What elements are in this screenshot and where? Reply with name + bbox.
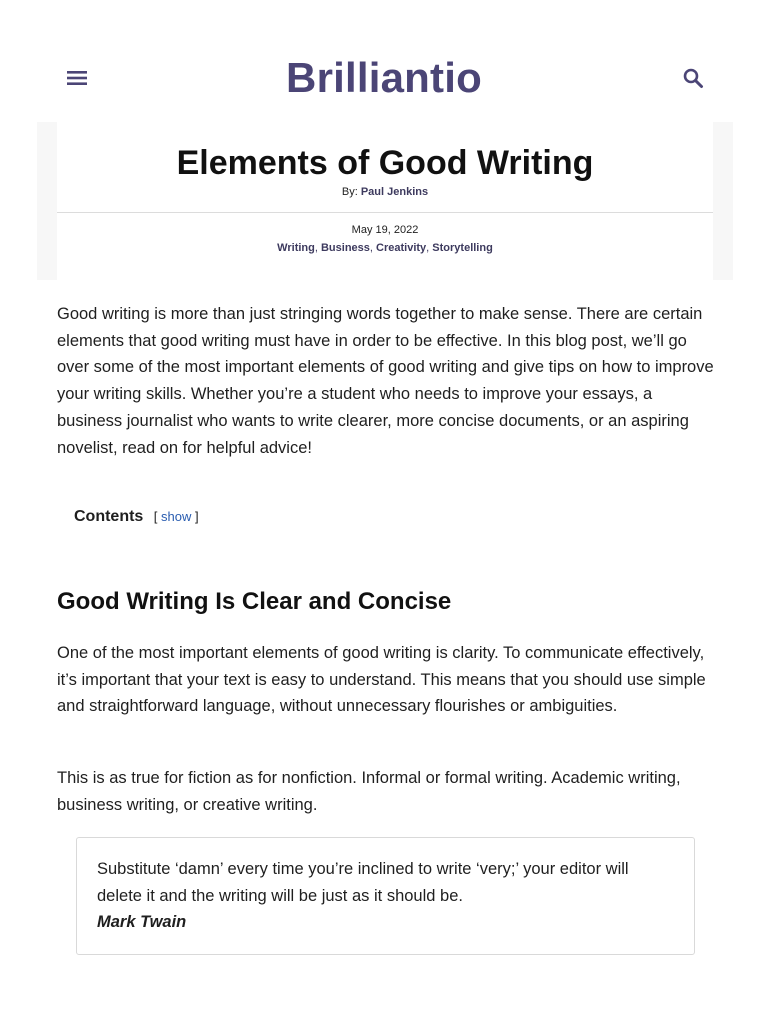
- category-list: Writing, Business, Creativity, Storytelling: [277, 242, 493, 254]
- table-of-contents: [74, 506, 199, 528]
- author-link[interactable]: Paul Jenkins: [360, 186, 429, 198]
- toc-show-link[interactable]: show: [161, 509, 192, 524]
- section-paragraph-1: One of the most important elements of good writing is clarity. To communicate effectively, it’s important that your text is easy to understand. This means that you should use simple and straightforward language, without unnecessary flourishes or ambiguities.: [57, 644, 706, 716]
- site-header: [0, 0, 768, 122]
- byline-label: By:: [341, 186, 358, 198]
- toc-title: Contents: [74, 508, 144, 525]
- section-heading: Good Writing Is Clear and Concise: [57, 588, 452, 615]
- quote-box: [76, 837, 695, 955]
- article-header: [37, 122, 733, 280]
- category-link-writing[interactable]: Writing: [277, 242, 315, 254]
- site-logo[interactable]: Brilliantio: [286, 54, 482, 101]
- category-link-creativity[interactable]: Creativity: [376, 242, 427, 254]
- intro-paragraph: Good writing is more than just stringing words together to make sense. There are certain elements that good writing must have in order to be effective. In this blog post, we’ll go over some of the most important elements of good writing and give tips on how to improve your writing skills. Whether you’re a student who needs to improve your essays, a business journalist who wants to write clearer, more concise documents, or an aspiring novelist, read on for helpful advice!: [57, 305, 714, 457]
- toc-toggle: [154, 509, 199, 524]
- toc-bracket-open: [: [153, 509, 158, 524]
- quote-text: Substitute ‘damn’ every time you’re inclined to write ‘very;’ your editor will delete it and the writing will be just as it should be.: [97, 860, 629, 905]
- publish-date: May 19, 2022: [351, 224, 419, 236]
- category-link-storytelling[interactable]: Storytelling: [432, 242, 493, 254]
- search-icon[interactable]: [681, 66, 705, 90]
- article-title: Elements of Good Writing: [176, 144, 594, 182]
- category-link-business[interactable]: Business: [320, 242, 370, 254]
- article-header-card: [57, 122, 713, 280]
- toc-bracket-close: ]: [195, 509, 199, 524]
- quote-author: Mark Twain: [97, 913, 187, 932]
- byline: [57, 185, 713, 199]
- section-paragraph-2: This is as true for fiction as for nonfiction. Informal or formal writing. Academic writing, business writing, or creative writing.: [57, 769, 681, 814]
- header-divider: [57, 212, 713, 213]
